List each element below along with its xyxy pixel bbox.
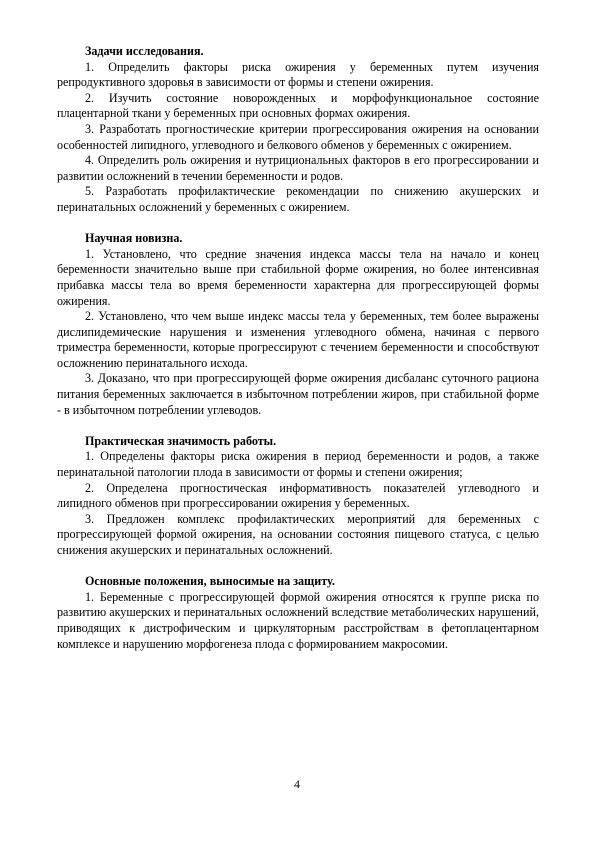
defense-theses-section <box>57 574 539 652</box>
list-item: 1. Определены факторы риска ожирения в период беременности и родов, а также перинатальной патологии плода в зависимости от формы и степени ожирения; <box>57 449 539 480</box>
list-item: 2. Установлено, что чем выше индекс массы тела у беременных, тем более выражены дислипидемические нарушения и изменения углеводного обмена, начиная с первого триместра беременности, которые прогрессируют с течением беременности и способствуют осложнению перинатального исхода. <box>57 309 539 370</box>
list-item: 1. Определить факторы риска ожирения у беременных путем изучения репродуктивного здоровья в зависимости от формы и степени ожирения. <box>57 59 539 90</box>
scientific-novelty-section <box>57 231 539 418</box>
list-item: 3. Разработать прогностические критерии прогрессирования ожирения на основании особенностей липидного, углеводного и белкового обменов у беременных с ожирением. <box>57 121 539 152</box>
section-spacer <box>57 216 539 232</box>
section-heading: Практическая значимость работы. <box>85 433 277 448</box>
research-objectives-section <box>57 44 539 216</box>
section-spacer <box>57 418 539 434</box>
list-item: 1. Беременные с прогрессирующей формой ожирения относятся к группе риска по развитию акушерских и перинатальных осложнений вследствие метаболических нарушений, приводящих к дистрофическим и циркуляторным расстройствам в фетоплацентарном комплексе и нарушению морфогенеза плода с формированием макросомии. <box>57 589 539 651</box>
list-item: 2. Изучить состояние новорожденных и морфофункциональное состояние плацентарной ткани у беременных при основных формах ожирения. <box>57 90 539 121</box>
page-number: 4 <box>294 777 300 791</box>
practical-significance-section <box>57 434 539 559</box>
list-item: 1. Установлено, что средние значения индекса массы тела на начало и конец беременности значительно выше при стабильной форме ожирения, но более интенсивная прибавка массы тела во время беременности характерна для прогрессирующей формы ожирения. <box>57 246 539 308</box>
list-item: 5. Разработать профилактические рекомендации по снижению акушерских и перинатальных осложнений у беременных с ожирением. <box>57 184 539 214</box>
list-item: 3. Предложен комплекс профилактических мероприятий для беременных с прогрессирующей формой ожирения, на основании состояния пищевого статуса, с целью снижения акушерских и перинатальных осложнений. <box>57 511 539 557</box>
list-item: 2. Определена прогностическая информативность показателей углеводного и липидного обменов при прогрессировании ожирения у беременных. <box>57 480 539 511</box>
document-body <box>57 44 539 652</box>
section-spacer <box>57 559 539 575</box>
list-item: 3. Доказано, что при прогрессирующей форме ожирения дисбаланс суточного рациона питания беременных заключается в избыточном потреблении жиров, при стабильной форме - в избыточном потреблении углеводов. <box>57 371 539 417</box>
section-heading: Задачи исследования. <box>85 44 204 58</box>
section-heading: Основные положения, выносимые на защиту. <box>85 574 335 589</box>
list-item: 4. Определить роль ожирения и нутрициональных факторов в его прогрессировании и развитии осложнений в течении беременности и родов. <box>57 153 539 183</box>
section-heading: Научная новизна. <box>85 231 183 246</box>
